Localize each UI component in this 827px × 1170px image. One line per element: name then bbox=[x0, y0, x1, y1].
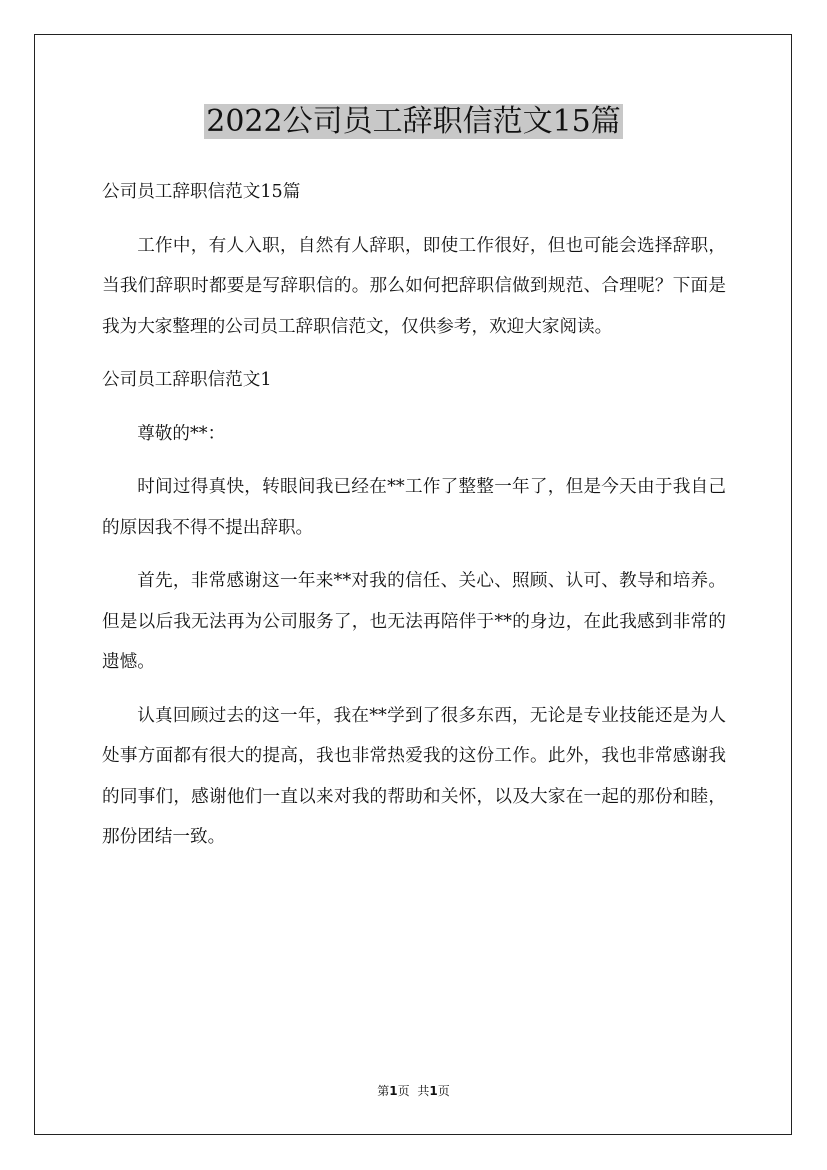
document-title-text: 2022公司员工辞职信范文15篇 bbox=[206, 104, 621, 139]
document-title bbox=[0, 102, 827, 142]
footer-page-prefix: 第 bbox=[377, 1084, 390, 1098]
paragraph-body-2: 首先，非常感谢这一年来**对我的信任、关心、照顾、认可、教导和培养。但是以后我无法再为公司服务了，也无法再陪伴于**的身边，在此我感到非常的遗憾。 bbox=[102, 571, 726, 672]
footer-page-suffix: 页 bbox=[397, 1084, 410, 1098]
paragraph-salutation: 尊敬的**： bbox=[137, 423, 226, 444]
footer-total-number: 1 bbox=[429, 1084, 438, 1098]
footer-total-prefix: 共 bbox=[417, 1084, 430, 1098]
footer-page-number: 1 bbox=[389, 1084, 398, 1098]
paragraph-body-3: 认真回顾过去的这一年，我在**学到了很多东西，无论是专业技能还是为人处事方面都有很大的提高，我也非常热爱我的这份工作。此外，我也非常感谢我的同事们，感谢他们一直以来对我的帮助和关怀，以及大家在一起的那份和睦，那份团结一致。 bbox=[102, 705, 726, 847]
paragraph-section-heading: 公司员工辞职信范文1 bbox=[102, 370, 272, 390]
paragraph-intro: 工作中，有人入职，自然有人辞职，即使工作很好，但也可能会选择辞职，当我们辞职时都要是写辞职信的。那么如何把辞职信做到规范、合理呢？下面是我为大家整理的公司员工辞职信范文，仅供参考，欢迎大家阅读。 bbox=[102, 235, 726, 337]
paragraph-subtitle: 公司员工辞职信范文15篇 bbox=[102, 182, 301, 202]
paragraph-body-1: 时间过得真快，转眼间我已经在**工作了整整一年了，但是今天由于我自己的原因我不得不提出辞职。 bbox=[102, 477, 726, 538]
page-footer bbox=[0, 1083, 827, 1099]
footer-total-suffix: 页 bbox=[437, 1084, 450, 1098]
document-body bbox=[102, 172, 726, 871]
